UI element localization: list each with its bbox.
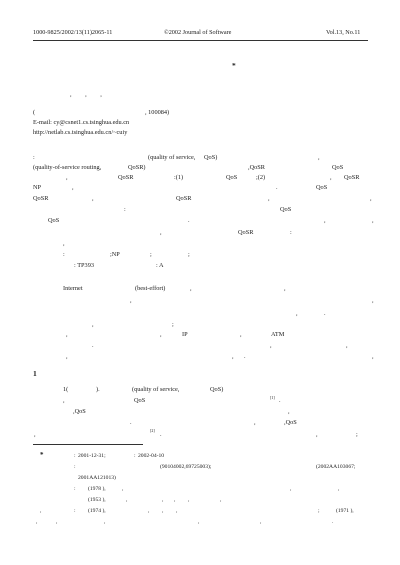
bio-text: : <box>74 486 76 492</box>
section-text: QoS) <box>210 386 224 393</box>
section-text: ,QoS <box>73 408 86 415</box>
bio-text: , <box>290 486 292 492</box>
bio-text: , <box>220 497 222 503</box>
affiliation-postcode: , 100084) <box>145 109 170 116</box>
bio-text: , <box>122 486 124 492</box>
intro-text: , <box>232 353 234 360</box>
abstract-text: , <box>330 174 332 181</box>
abstract-text: , <box>92 195 94 202</box>
abstract-text: , <box>318 154 320 161</box>
received-date: 2001-12-31; <box>78 453 106 459</box>
abstract-text: QoS) <box>204 154 218 161</box>
bio-text: ; <box>318 508 320 514</box>
intro-text: , <box>160 331 162 338</box>
section-text: (quality of service, <box>132 386 180 393</box>
section-text: . <box>279 397 281 404</box>
citation-ref: [2] <box>150 428 155 433</box>
bio-text: (1953 ), <box>88 497 106 503</box>
abstract-text: QoS <box>316 184 328 191</box>
bio-text: , <box>36 519 38 525</box>
keyword: ; <box>150 251 152 258</box>
fund-label: : <box>74 464 76 470</box>
affiliation-open: ( <box>33 109 36 116</box>
footnote-mark: * <box>40 451 44 459</box>
bio-text: , <box>162 497 164 503</box>
section-text: ; <box>356 431 358 438</box>
bio-text: : <box>74 508 76 514</box>
abstract-text: QoSR <box>176 195 192 202</box>
intro-text: , <box>190 285 192 292</box>
intro-text: , <box>346 342 348 349</box>
keyword: ; <box>188 251 190 258</box>
abstract-text: , <box>370 195 372 202</box>
bio-text: , <box>126 497 128 503</box>
received-label: : <box>74 453 76 459</box>
abstract-text: QoSR <box>118 174 134 181</box>
abstract-text: :(1) <box>174 174 184 181</box>
document-code: : A <box>156 262 164 269</box>
abstract-text: QoS <box>280 206 292 213</box>
abstract-text: QoSR) <box>128 164 146 171</box>
author-url: http://netlab.cs.tsinghua.edu.cn/~cuiy <box>33 129 128 136</box>
abstract-text: . <box>188 217 190 224</box>
bio-text: , <box>174 497 176 503</box>
abstract-text: (quality-of-service routing, <box>33 164 102 171</box>
bio-text: (1974 ), <box>88 508 106 514</box>
abstract-text: QoS <box>48 217 60 224</box>
journal-id: 1000-9825/2002/13(11)2065-11 <box>33 29 113 36</box>
bio-text: , <box>40 508 42 514</box>
abstract-text: , <box>372 217 374 224</box>
abstract-text: QoSR <box>33 195 49 202</box>
bio-text: (1971 ), <box>336 508 354 514</box>
abstract-text: : <box>124 206 126 213</box>
bio-text: , <box>338 486 340 492</box>
section-text: , <box>34 431 36 438</box>
abstract-text: NP <box>33 184 42 191</box>
fund-number: (90104002,69725003); <box>160 464 212 470</box>
bio-text: , <box>162 508 164 514</box>
fund-number: 2001AA121013) <box>78 475 116 481</box>
bio-text: , <box>56 519 58 525</box>
author-line: , , , <box>70 91 102 98</box>
section-heading-number: 1 <box>33 369 37 378</box>
section-text: ,QoS <box>284 419 297 426</box>
title-footnote-mark: * <box>232 61 236 70</box>
intro-text: . <box>244 353 246 360</box>
intro-text: ; <box>172 321 174 328</box>
abstract-text: , <box>268 195 270 202</box>
abstract-text: : <box>33 154 35 161</box>
bio-text: , <box>198 519 200 525</box>
abstract-text: QoS <box>226 174 238 181</box>
intro-text: , <box>372 353 374 360</box>
intro-text: , <box>270 342 272 349</box>
intro-text: , <box>372 297 374 304</box>
bio-text: (1978 ), <box>88 486 106 492</box>
author-email: E-mail: cy@csnet1.cs.tsinghua.edu.cn <box>33 119 130 126</box>
section-text: 1( <box>63 386 69 393</box>
intro-text: Internet <box>63 285 83 292</box>
section-text: QoS <box>134 397 146 404</box>
citation-ref: [1] <box>270 395 275 400</box>
intro-text: , <box>296 310 298 317</box>
abstract-text: , <box>72 184 74 191</box>
intro-text: (best-effort) <box>135 285 166 292</box>
section-text: , <box>63 397 65 404</box>
intro-text: . <box>324 310 326 317</box>
bio-text: , <box>104 519 106 525</box>
intro-text: IP <box>182 331 188 338</box>
keyword: ;NP <box>110 251 120 258</box>
accepted-date: 2002-04-10 <box>138 453 165 459</box>
section-text: . <box>130 419 132 426</box>
abstract-text: (quality of service, <box>148 154 196 161</box>
journal-copyright: ©2002 Journal of Software <box>164 29 232 36</box>
section-text: , <box>316 431 318 438</box>
header-rule <box>33 40 368 41</box>
clc-number: : TP393 <box>74 262 95 269</box>
bio-text: . <box>332 519 334 525</box>
abstract-text: ,QoSR <box>248 164 265 171</box>
abstract-text: QoS <box>332 164 344 171</box>
intro-text: ATM <box>271 331 285 338</box>
abstract-text: QoSR <box>238 229 254 236</box>
journal-volume: Vol.13, No.11 <box>326 29 361 36</box>
fund-number: (2002AA103067; <box>316 464 356 470</box>
abstract-text: QoSR <box>344 174 360 181</box>
abstract-text: , <box>160 229 162 236</box>
abstract-text: , <box>324 217 326 224</box>
intro-text: , <box>284 285 286 292</box>
bio-text: , <box>176 508 178 514</box>
accepted-label: : <box>134 453 136 459</box>
bio-text: , <box>188 497 190 503</box>
abstract-text: , <box>63 240 65 247</box>
footnote-rule <box>33 444 143 445</box>
intro-text: , <box>130 297 132 304</box>
intro-text: , <box>92 321 94 328</box>
section-text: , <box>254 419 256 426</box>
bio-text: , <box>148 508 150 514</box>
section-text: ). <box>96 386 100 393</box>
intro-text: , <box>66 331 68 338</box>
section-text: , <box>288 408 290 415</box>
intro-text: , <box>240 331 242 338</box>
abstract-text: ;(2) <box>256 174 266 181</box>
intro-text: , <box>66 353 68 360</box>
abstract-text: , <box>66 174 68 181</box>
abstract-text: . <box>276 184 278 191</box>
keywords-label: : <box>63 251 65 258</box>
section-text: . <box>160 431 162 438</box>
intro-text: . <box>92 342 94 349</box>
abstract-text: : <box>290 229 292 236</box>
bio-text: , <box>260 519 262 525</box>
